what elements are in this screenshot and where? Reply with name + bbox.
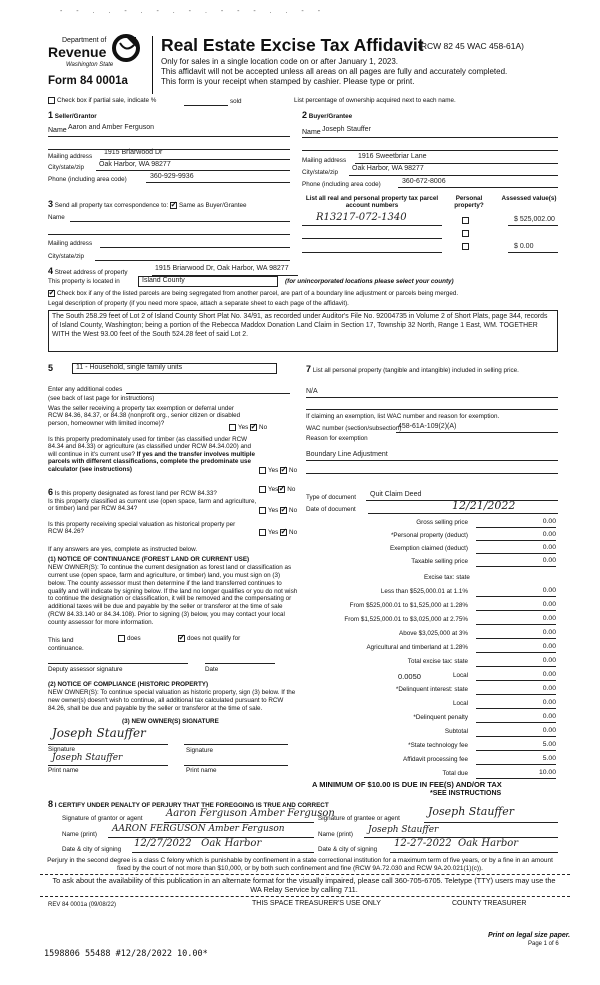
dept-of-label: Department of [62, 37, 107, 44]
agricultural-row: Agricultural and timberland at 1.28% 0.00 [366, 643, 556, 651]
historic-no-checkbox[interactable] [280, 529, 287, 536]
see-instructions: *SEE INSTRUCTIONS [430, 790, 502, 797]
grantor-name-value[interactable]: AARON FERGUSON Amber Ferguson [112, 824, 285, 834]
perjury-notice: Perjury in the second degree is a class C felony which is punishable by confinement in a state correctional institution for a maximum term of five years, or by a fine in an amount fixed by the court of not more than $10,000, or by both such confinement and fine (RCW 9A.72.030 and RCW 9A.20.021(1)(c)). [47, 857, 553, 872]
tech-fee-row: *State technology fee 5.00 [408, 741, 556, 749]
ownership-note: List percentage of ownership acquired next to each name. [294, 97, 456, 104]
parcel-col-header: List all real and personal property tax parcel account numbers [305, 195, 439, 210]
state-label: Washington State [66, 62, 114, 68]
excise-state-heading: Excise tax: state [424, 574, 470, 581]
seller-name-label: Name [48, 127, 67, 134]
county-treasurer-label: COUNTY TREASURER [452, 900, 527, 907]
revenue-wordmark: Revenue [48, 44, 107, 60]
sec3-name-label: Name [48, 214, 65, 221]
header-line3: This form is your receipt when stamped by cashier. Please type or print. [161, 77, 415, 86]
minimum-notice: A MINIMUM OF $10.00 IS DUE IN FEE(S) AND/OR TAX [312, 780, 502, 789]
property-address-value[interactable]: 1915 Briarwood Dr, Oak Harbor, WA 98277 [155, 265, 289, 272]
bracket4-row: Above $3,025,000 at 3% 0.00 [399, 629, 556, 637]
does-checkbox[interactable] [118, 635, 125, 642]
forest-yes-no: Yes✓ No [259, 486, 295, 494]
local-rate: 0.0050 [398, 672, 421, 681]
continuance-label: continuance. [48, 645, 84, 652]
partial-sale-label: Check box if partial sale, indicate % [57, 97, 157, 105]
form-title: Real Estate Excise Tax Affidavit [161, 35, 424, 55]
buyer-heading: 2 Buyer/Grantee [302, 110, 353, 120]
buyer-address-label: Mailing address [302, 157, 347, 164]
sec3-city-label: City/state/zip [48, 253, 85, 260]
buyer-phone-label: Phone (including area code) [302, 181, 381, 188]
total-state-row: Total excise tax: state 0.00 [407, 657, 556, 665]
sec5-number: 5 [48, 363, 54, 373]
q-forest: 6 Is this property designated as forest land per RCW 84.33? [48, 487, 217, 497]
personal-checkbox-2[interactable] [462, 230, 469, 237]
assessed-value-1[interactable]: $ 525,002.00 [514, 216, 555, 223]
gross-selling-row: Gross selling price 0.00 [416, 518, 556, 526]
partial-sale-row [48, 97, 156, 105]
header-divider [152, 36, 153, 94]
wac-label: WAC number (section/subsection) [306, 425, 402, 432]
current-use-yes-no: Yes ✓ No [259, 507, 297, 515]
additional-codes-label: Enter any additional codes [48, 386, 123, 393]
wac-value[interactable]: 458-61A-109(2)(A) [398, 423, 457, 430]
deputy-signature-label: Deputy assessor signature [48, 666, 123, 673]
q-timber: Is this property predominately used for timber (as classified under RCW 84.34 and 84.33) or agriculture (as classified under RCW 84.34.020) and will continue in it's current use? If yes and the transfer involves multiple parcels with different classifications, complete the predominate use calculator (see instructions) [48, 436, 255, 473]
county-select[interactable]: Island County [138, 276, 278, 287]
this-land-label: This land [48, 637, 74, 644]
assessed-value-2[interactable]: $ 0.00 [514, 243, 534, 250]
form-number: Form 84 0001a [48, 75, 128, 87]
delinquent-state-row: *Delinquent interest: state 0.00 [395, 685, 556, 693]
land-use-select[interactable]: 11 - Household, single family units [72, 363, 277, 374]
personal-property-value[interactable]: N/A [306, 388, 318, 395]
grantee-name-label: Name (print) [318, 831, 353, 838]
personal-checkbox-3[interactable] [462, 243, 469, 250]
segregated-row: ✓Check box if any of the listed parcels are being segregated from another parcel, are part of a boundary line adjustment or parcels being merged. [48, 290, 458, 298]
historic-yes-no: Yes ✓ No [259, 529, 297, 537]
owner-print-1[interactable]: Joseph Stauffer [52, 753, 123, 763]
sec3-heading: 3 Send all property tax correspondence to: ✓ Same as Buyer/Grantee [48, 199, 247, 210]
parcel-number-1[interactable]: R13217-072-1340 [316, 212, 407, 223]
q-historic: Is this property receiving special valuation as historical property per RCW 84.26? [48, 521, 236, 536]
alt-format-notice: To ask about the availability of this publication in an alternate format for the visually impaired, please call 360-705-6705. Teletype (TTY) users may use the WA Relay Service by calling 711. [52, 876, 556, 894]
certify-heading: 8 I CERTIFY UNDER PENALTY OF PERJURY THAT THE FOREGOING IS TRUE AND CORRECT [48, 799, 329, 809]
seller-name-value[interactable]: Aaron and Amber Ferguson [68, 124, 154, 131]
owner-signature-1[interactable]: Joseph Stauffer [52, 726, 146, 740]
sold-label: sold [230, 98, 242, 105]
doc-date-value[interactable]: 12/21/2022 [452, 499, 516, 512]
personal-col-header: Personal property? [454, 195, 484, 210]
seller-phone-value[interactable]: 360-929-9936 [150, 173, 194, 180]
grantee-date-label: Date & city of signing [318, 846, 378, 853]
personal-checkbox-1[interactable] [462, 217, 469, 224]
rcw-ref: (RCW 82 45 WAC 458-61A) [418, 41, 524, 51]
codes-note: (see back of last page for instructions) [48, 395, 155, 402]
grantee-signature[interactable]: Joseph Stauffer [428, 805, 514, 818]
buyer-city-value[interactable]: Oak Harbor, WA 98277 [352, 165, 424, 172]
sec4-address-label: 4 Street address of property [48, 266, 128, 276]
legal-description-box[interactable]: The South 258.29 feet of Lot 2 of Island County Short Plat No. 34/91, as recorded under Auditor's File No. 92004735 in Volume 2 of Short Plats, page 344, records of Island County, Washington; being a portion of the Rebecca Maddox Donation Land Claim in Section 17, Township 32 North, Range 1 East, WM. TOGETHER WITH the West 93.00 feet of the South 524.28 feet of said Lot 2. [48, 310, 558, 352]
dor-emblem-icon [112, 33, 140, 63]
does-not-option: ✓ does not qualify for [178, 635, 240, 643]
new-owner-sig-heading: (3) NEW OWNER(S) SIGNATURE [122, 718, 219, 725]
historic-yes-checkbox[interactable] [259, 529, 266, 536]
total-due-row: Total due 10.00 [442, 769, 556, 777]
forest-yes-checkbox[interactable] [259, 486, 266, 493]
processing-fee-row: Affidavit processing fee 5.00 [403, 755, 556, 763]
current-use-no-checkbox[interactable] [280, 507, 287, 514]
top-marks: - - . . - . - . - . - - - . . - - [60, 8, 327, 15]
buyer-address-value[interactable]: 1916 Sweetbriar Lane [358, 153, 427, 160]
header-line2: This affidavit will not be accepted unless all areas on all pages are fully and accurately completed. [161, 67, 508, 76]
cashier-stamp: 1598806 55488 #12/28/2022 10.00* [44, 949, 208, 959]
q-current-use: Is this property classified as current use (open space, farm and agriculture, or timber) land per RCW 84.34? [48, 498, 257, 513]
grantee-sig-label: Signature of grantee or agent [318, 815, 400, 822]
if-yes-note: If any answers are yes, complete as instructed below. [48, 546, 198, 553]
deputy-date-label: Date [205, 666, 219, 673]
grantor-sig-label: Signature of grantor or agent [62, 815, 143, 822]
historic-body: NEW OWNER(S): To continue special valuation as historic property, sign (3) below. If the new owner(s) doesn't wish to continue, all additional tax calculated pursuant to RCW 84.26, shall be due and payable by the seller or transferor at the time of sale. [48, 689, 296, 712]
assessed-col-header: Assessed value(s) [501, 195, 557, 202]
continuance-body: NEW OWNER(S): To continue the current designation as forest land or classification as current use (open space, farm and agriculture, or timber) land, you must sign on (3) below. The county assessor must then determine if the land transferred continues to qualify and will indicate by signing below. If the land no longer qualifies or you do not wish to continue the designation or classification, it will be removed and the compensating or additional taxes will be due and payable by the seller or transferor at the time of sale (RCW 84.33.140 or 84.34.108). Prior to signing (3) below, you may contact your local county assessor for more information. [48, 564, 298, 627]
header-line1: Only for sales in a single location code on or after January 1, 2023. [161, 57, 399, 66]
taxable-selling-row: Taxable selling price 0.00 [411, 557, 556, 565]
exemption-yes-checkbox[interactable] [229, 424, 236, 431]
grantee-name-value[interactable]: Joseph Stauffer [368, 825, 439, 835]
does-option: does [118, 635, 141, 643]
buyer-city-label: City/state/zip [302, 169, 339, 176]
grantor-name-label: Name (print) [62, 831, 97, 838]
same-as-buyer-checkbox[interactable] [170, 202, 177, 209]
owner-print-label: Print name [48, 767, 79, 774]
seller-city-value[interactable]: Oak Harbor, WA 98277 [99, 161, 171, 168]
exemption-label: If claiming an exemption, list WAC number and reason for exemption. [306, 413, 500, 420]
exemption-deduct-row: Exemption claimed (deduct) 0.00 [389, 544, 556, 552]
grantor-date-label: Date & city of signing [62, 846, 122, 853]
timber-yes-checkbox[interactable] [259, 467, 266, 474]
dor-logo [48, 33, 148, 93]
delinquent-local-row: Local 0.00 [452, 699, 556, 707]
legal-desc-label: Legal description of property (if you need more space, attach a separate sheet to each page of the affidavit). [48, 300, 349, 307]
page-number: Page 1 of 6 [528, 941, 559, 947]
exemption-yes-no: Yes ✓ No [229, 424, 267, 432]
buyer-name-value[interactable]: Joseph Stauffer [322, 126, 371, 133]
timber-yes-no: Yes ✓ No [259, 467, 297, 475]
does-not-checkbox[interactable] [178, 635, 185, 642]
doc-date-label: Date of document [306, 506, 356, 513]
bracket1-row: Less than $525,000.01 at 1.1% 0.00 [380, 587, 556, 595]
local-tax-row: Local 0.00 [452, 671, 556, 679]
bracket3-row: From $1,525,000.01 to $3,025,000 at 2.75% 0.00 [344, 615, 556, 623]
legal-paper-note: Print on legal size paper. [488, 932, 571, 939]
continuance-heading: (1) NOTICE OF CONTINUANCE (FOREST LAND OR CURRENT USE) [48, 556, 250, 563]
buyer-name-label: Name [302, 129, 321, 136]
sec7-heading: 7 List all personal property (tangible and intangible) included in selling price. [306, 364, 519, 374]
current-use-yes-checkbox[interactable] [259, 507, 266, 514]
located-in-label: This property is located in [48, 278, 120, 285]
timber-no-checkbox[interactable] [280, 467, 287, 474]
partial-sale-checkbox[interactable] [48, 97, 55, 104]
owner-print-label-2: Print name [186, 767, 217, 774]
personal-deduct-row: *Personal property (deduct) 0.00 [390, 531, 556, 539]
subtotal-row: Subtotal 0.00 [444, 727, 556, 735]
doc-type-value[interactable]: Quit Claim Deed [370, 491, 422, 498]
bracket2-row: From $525,000.01 to $1,525,000 at 1.28% 0.00 [349, 601, 556, 609]
doc-type-label: Type of document [306, 494, 357, 501]
segregated-checkbox[interactable] [48, 290, 55, 297]
forest-no-checkbox[interactable] [278, 486, 285, 493]
grantor-date-value[interactable]: 12/27/2022 Oak Harbor [134, 838, 262, 849]
sec3-address-label: Mailing address [48, 240, 93, 247]
unincorporated-note: (for unincorporated locations please select your county) [285, 278, 454, 285]
reason-label: Reason for exemption [306, 435, 368, 442]
historic-heading: (2) NOTICE OF COMPLIANCE (HISTORIC PROPERTY) [48, 681, 209, 688]
seller-heading: 1 Seller/Grantor [48, 110, 97, 120]
seller-address-value[interactable]: 1915 Briarwood Dr [104, 149, 163, 156]
revision-label: REV 84 0001a (09/08/22) [48, 902, 117, 908]
seller-city-label: City/state/zip [48, 164, 85, 171]
q-exemption: Was the seller receiving a property tax exemption or deferral under RCW 84.36, 84.37, or 84.38 (nonprofit org., senior citizen or disabled person, homeowner with limited income)? [48, 405, 241, 427]
owner-sig-label-2: Signature [186, 747, 213, 754]
reason-value[interactable]: Boundary Line Adjustment [306, 451, 388, 458]
treasurer-use-label: THIS SPACE TREASURER'S USE ONLY [252, 900, 381, 907]
seller-address-label: Mailing address [48, 153, 93, 160]
grantor-signature[interactable]: Aaron Ferguson Amber Ferguson [166, 808, 335, 819]
grantee-date-value[interactable]: 12-27-2022 Oak Harbor [394, 838, 519, 849]
exemption-no-checkbox[interactable] [250, 424, 257, 431]
delinquent-penalty-row: *Delinquent penalty 0.00 [413, 713, 556, 721]
owner-sig-label: Signature [48, 746, 75, 753]
seller-phone-label: Phone (including area code) [48, 176, 127, 183]
buyer-phone-value[interactable]: 360-672-8006 [402, 178, 446, 185]
